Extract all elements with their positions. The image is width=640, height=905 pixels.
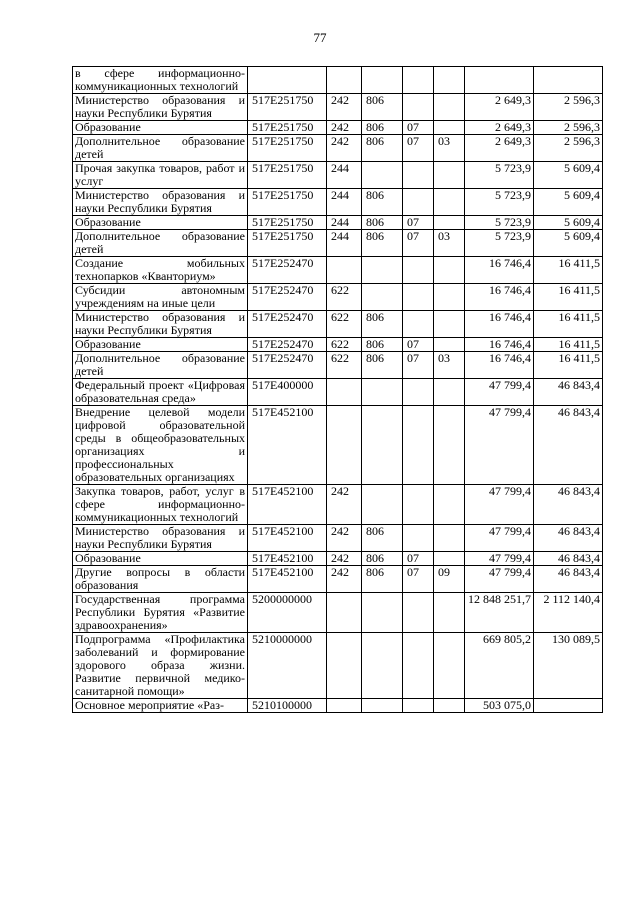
row-pr-cell: 03 xyxy=(434,135,465,162)
table-row xyxy=(73,311,603,338)
row-pr-cell xyxy=(434,67,465,94)
row-pr-cell xyxy=(434,699,465,713)
row-sum1-cell: 47 799,4 xyxy=(465,525,534,552)
row-sum2-cell: 5 609,4 xyxy=(534,162,603,189)
table-row xyxy=(73,162,603,189)
row-rz-cell: 07 xyxy=(403,121,434,135)
row-grbs-cell: 806 xyxy=(362,216,403,230)
row-sum1-cell: 47 799,4 xyxy=(465,485,534,525)
row-rz-cell: 07 xyxy=(403,338,434,352)
row-pr-cell: 03 xyxy=(434,352,465,379)
row-grbs-cell xyxy=(362,379,403,406)
row-rz-cell: 07 xyxy=(403,352,434,379)
table-row xyxy=(73,352,603,379)
row-vr-cell xyxy=(327,67,362,94)
row-sum1-cell: 47 799,4 xyxy=(465,406,534,485)
row-rz-cell: 07 xyxy=(403,566,434,593)
page-number: 77 xyxy=(313,30,327,45)
row-vr-cell: 622 xyxy=(327,338,362,352)
table-row xyxy=(73,699,603,713)
row-sum1-cell: 16 746,4 xyxy=(465,257,534,284)
row-vr-cell: 242 xyxy=(327,552,362,566)
row-rz-cell xyxy=(403,284,434,311)
row-vr-cell xyxy=(327,593,362,633)
row-vr-cell: 244 xyxy=(327,216,362,230)
row-sum1-cell: 47 799,4 xyxy=(465,379,534,406)
row-sum2-cell: 2 596,3 xyxy=(534,121,603,135)
table-row xyxy=(73,94,603,121)
row-vr-cell xyxy=(327,379,362,406)
row-pr-cell xyxy=(434,552,465,566)
row-sum1-cell xyxy=(465,67,534,94)
table-row xyxy=(73,230,603,257)
table-row xyxy=(73,135,603,162)
row-sum2-cell: 46 843,4 xyxy=(534,525,603,552)
row-pr-cell xyxy=(434,593,465,633)
row-vr-cell: 242 xyxy=(327,566,362,593)
row-sum2-cell: 2 112 140,4 xyxy=(534,593,603,633)
row-grbs-cell: 806 xyxy=(362,525,403,552)
row-code-cell: 517E251750 xyxy=(248,230,327,257)
row-sum2-cell: 5 609,4 xyxy=(534,216,603,230)
table-row xyxy=(73,566,603,593)
row-code-cell: 517E251750 xyxy=(248,135,327,162)
row-rz-cell xyxy=(403,699,434,713)
row-vr-cell xyxy=(327,257,362,284)
row-name-cell: Другие вопросы в области образования xyxy=(73,566,248,593)
row-grbs-cell: 806 xyxy=(362,552,403,566)
row-pr-cell: 09 xyxy=(434,566,465,593)
row-name-cell: Дополнительное образование детей xyxy=(73,230,248,257)
table-row xyxy=(73,338,603,352)
row-grbs-cell: 806 xyxy=(362,311,403,338)
row-sum2-cell: 16 411,5 xyxy=(534,311,603,338)
row-code-cell: 5210000000 xyxy=(248,633,327,699)
row-code-cell: 517E452100 xyxy=(248,485,327,525)
table-row xyxy=(73,67,603,94)
row-name-cell: Образование xyxy=(73,552,248,566)
row-sum2-cell: 46 843,4 xyxy=(534,379,603,406)
row-rz-cell xyxy=(403,311,434,338)
row-sum2-cell: 2 596,3 xyxy=(534,135,603,162)
row-rz-cell xyxy=(403,485,434,525)
row-grbs-cell: 806 xyxy=(362,189,403,216)
row-name-cell: Дополнительное образование детей xyxy=(73,135,248,162)
row-sum2-cell: 16 411,5 xyxy=(534,284,603,311)
row-code-cell: 5210100000 xyxy=(248,699,327,713)
row-name-cell: Образование xyxy=(73,216,248,230)
row-pr-cell xyxy=(434,162,465,189)
row-grbs-cell: 806 xyxy=(362,230,403,257)
row-pr-cell xyxy=(434,338,465,352)
row-sum2-cell: 2 596,3 xyxy=(534,94,603,121)
row-sum1-cell: 2 649,3 xyxy=(465,135,534,162)
row-rz-cell xyxy=(403,189,434,216)
row-sum2-cell: 5 609,4 xyxy=(534,189,603,216)
row-vr-cell: 242 xyxy=(327,94,362,121)
row-code-cell: 517E251750 xyxy=(248,189,327,216)
row-name-cell: Дополнительное образование детей xyxy=(73,352,248,379)
row-name-cell: Министерство образования и науки Республики Бурятия xyxy=(73,189,248,216)
row-sum1-cell: 5 723,9 xyxy=(465,162,534,189)
row-sum2-cell: 16 411,5 xyxy=(534,338,603,352)
row-pr-cell xyxy=(434,633,465,699)
row-grbs-cell xyxy=(362,485,403,525)
row-vr-cell: 242 xyxy=(327,485,362,525)
row-sum2-cell: 16 411,5 xyxy=(534,257,603,284)
table-row xyxy=(73,216,603,230)
row-name-cell: Внедрение целевой модели цифровой образовательной среды в общеобразовательных организациях и профессиональных образовательных организациях xyxy=(73,406,248,485)
row-vr-cell: 622 xyxy=(327,311,362,338)
row-vr-cell xyxy=(327,699,362,713)
row-vr-cell: 244 xyxy=(327,189,362,216)
row-rz-cell xyxy=(403,633,434,699)
row-sum1-cell: 2 649,3 xyxy=(465,94,534,121)
row-sum1-cell: 5 723,9 xyxy=(465,230,534,257)
row-name-cell: Создание мобильных технопарков «Кванториум» xyxy=(73,257,248,284)
row-rz-cell xyxy=(403,67,434,94)
row-pr-cell xyxy=(434,406,465,485)
row-code-cell: 517E452100 xyxy=(248,552,327,566)
row-code-cell: 517E251750 xyxy=(248,94,327,121)
row-grbs-cell xyxy=(362,162,403,189)
row-grbs-cell: 806 xyxy=(362,94,403,121)
row-code-cell: 517E252470 xyxy=(248,352,327,379)
row-sum1-cell: 503 075,0 xyxy=(465,699,534,713)
table-row xyxy=(73,552,603,566)
row-name-cell: Министерство образования и науки Республики Бурятия xyxy=(73,311,248,338)
row-name-cell: Государственная программа Республики Бурятия «Развитие здравоохранения» xyxy=(73,593,248,633)
row-vr-cell: 244 xyxy=(327,162,362,189)
row-name-cell: Основное мероприятие «Раз- xyxy=(73,699,248,713)
row-sum1-cell: 47 799,4 xyxy=(465,552,534,566)
row-sum2-cell: 46 843,4 xyxy=(534,566,603,593)
row-code-cell: 517E252470 xyxy=(248,338,327,352)
row-name-cell: Прочая закупка товаров, работ и услуг xyxy=(73,162,248,189)
row-pr-cell xyxy=(434,94,465,121)
row-code-cell: 517E251750 xyxy=(248,216,327,230)
row-sum2-cell xyxy=(534,699,603,713)
row-vr-cell: 244 xyxy=(327,230,362,257)
row-pr-cell xyxy=(434,284,465,311)
row-rz-cell: 07 xyxy=(403,552,434,566)
row-sum2-cell: 5 609,4 xyxy=(534,230,603,257)
row-sum1-cell: 16 746,4 xyxy=(465,352,534,379)
row-sum1-cell: 5 723,9 xyxy=(465,216,534,230)
row-name-cell: Федеральный проект «Цифровая образовательная среда» xyxy=(73,379,248,406)
row-rz-cell xyxy=(403,525,434,552)
budget-table xyxy=(72,66,603,713)
row-sum1-cell: 47 799,4 xyxy=(465,566,534,593)
table-row xyxy=(73,485,603,525)
row-grbs-cell: 806 xyxy=(362,338,403,352)
row-pr-cell xyxy=(434,525,465,552)
row-rz-cell: 07 xyxy=(403,230,434,257)
row-vr-cell: 622 xyxy=(327,284,362,311)
row-grbs-cell xyxy=(362,699,403,713)
row-name-cell: Министерство образования и науки Республики Бурятия xyxy=(73,525,248,552)
row-grbs-cell xyxy=(362,593,403,633)
row-code-cell: 517E251750 xyxy=(248,121,327,135)
table-row xyxy=(73,525,603,552)
table-row xyxy=(73,121,603,135)
row-vr-cell: 242 xyxy=(327,121,362,135)
row-rz-cell xyxy=(403,379,434,406)
table-row xyxy=(73,406,603,485)
row-grbs-cell xyxy=(362,406,403,485)
row-pr-cell xyxy=(434,121,465,135)
row-rz-cell xyxy=(403,162,434,189)
row-sum2-cell xyxy=(534,67,603,94)
row-code-cell: 517E251750 xyxy=(248,162,327,189)
row-rz-cell xyxy=(403,257,434,284)
row-grbs-cell xyxy=(362,633,403,699)
row-sum1-cell: 16 746,4 xyxy=(465,338,534,352)
row-pr-cell xyxy=(434,379,465,406)
row-grbs-cell: 806 xyxy=(362,135,403,162)
row-name-cell: в сфере информационно-коммуникационных технологий xyxy=(73,67,248,94)
row-grbs-cell: 806 xyxy=(362,566,403,593)
row-code-cell xyxy=(248,67,327,94)
row-code-cell: 517E252470 xyxy=(248,311,327,338)
row-rz-cell xyxy=(403,406,434,485)
row-vr-cell xyxy=(327,406,362,485)
row-rz-cell: 07 xyxy=(403,216,434,230)
row-vr-cell: 622 xyxy=(327,352,362,379)
row-grbs-cell xyxy=(362,284,403,311)
row-pr-cell xyxy=(434,189,465,216)
row-sum1-cell: 16 746,4 xyxy=(465,311,534,338)
row-name-cell: Образование xyxy=(73,338,248,352)
row-vr-cell xyxy=(327,633,362,699)
row-name-cell: Министерство образования и науки Республики Бурятия xyxy=(73,94,248,121)
row-pr-cell xyxy=(434,311,465,338)
table-row xyxy=(73,379,603,406)
table-row xyxy=(73,257,603,284)
row-code-cell: 517E452100 xyxy=(248,525,327,552)
row-sum2-cell: 130 089,5 xyxy=(534,633,603,699)
row-name-cell: Субсидии автономным учреждениям на иные цели xyxy=(73,284,248,311)
row-pr-cell: 03 xyxy=(434,230,465,257)
row-code-cell: 517E452100 xyxy=(248,406,327,485)
row-sum2-cell: 46 843,4 xyxy=(534,485,603,525)
row-name-cell: Образование xyxy=(73,121,248,135)
row-sum1-cell: 5 723,9 xyxy=(465,189,534,216)
table-row xyxy=(73,633,603,699)
table-row xyxy=(73,189,603,216)
row-code-cell: 517E252470 xyxy=(248,257,327,284)
row-rz-cell xyxy=(403,94,434,121)
row-name-cell: Подпрограмма «Профилактика заболеваний и формирование здорового образа жизни. Развитие первичной медико-санитарной помощи» xyxy=(73,633,248,699)
row-sum1-cell: 16 746,4 xyxy=(465,284,534,311)
row-code-cell: 5200000000 xyxy=(248,593,327,633)
row-code-cell: 517E252470 xyxy=(248,284,327,311)
row-vr-cell: 242 xyxy=(327,525,362,552)
row-sum2-cell: 16 411,5 xyxy=(534,352,603,379)
row-grbs-cell xyxy=(362,67,403,94)
table-row xyxy=(73,593,603,633)
row-sum1-cell: 12 848 251,7 xyxy=(465,593,534,633)
row-pr-cell xyxy=(434,485,465,525)
row-rz-cell: 07 xyxy=(403,135,434,162)
row-sum1-cell: 2 649,3 xyxy=(465,121,534,135)
row-code-cell: 517E452100 xyxy=(248,566,327,593)
table-row xyxy=(73,284,603,311)
row-rz-cell xyxy=(403,593,434,633)
row-grbs-cell xyxy=(362,257,403,284)
row-name-cell: Закупка товаров, работ, услуг в сфере информационно-коммуникационных технологий xyxy=(73,485,248,525)
row-grbs-cell: 806 xyxy=(362,121,403,135)
row-vr-cell: 242 xyxy=(327,135,362,162)
row-pr-cell xyxy=(434,257,465,284)
row-pr-cell xyxy=(434,216,465,230)
row-grbs-cell: 806 xyxy=(362,352,403,379)
row-sum2-cell: 46 843,4 xyxy=(534,552,603,566)
row-code-cell: 517E400000 xyxy=(248,379,327,406)
row-sum2-cell: 46 843,4 xyxy=(534,406,603,485)
row-sum1-cell: 669 805,2 xyxy=(465,633,534,699)
